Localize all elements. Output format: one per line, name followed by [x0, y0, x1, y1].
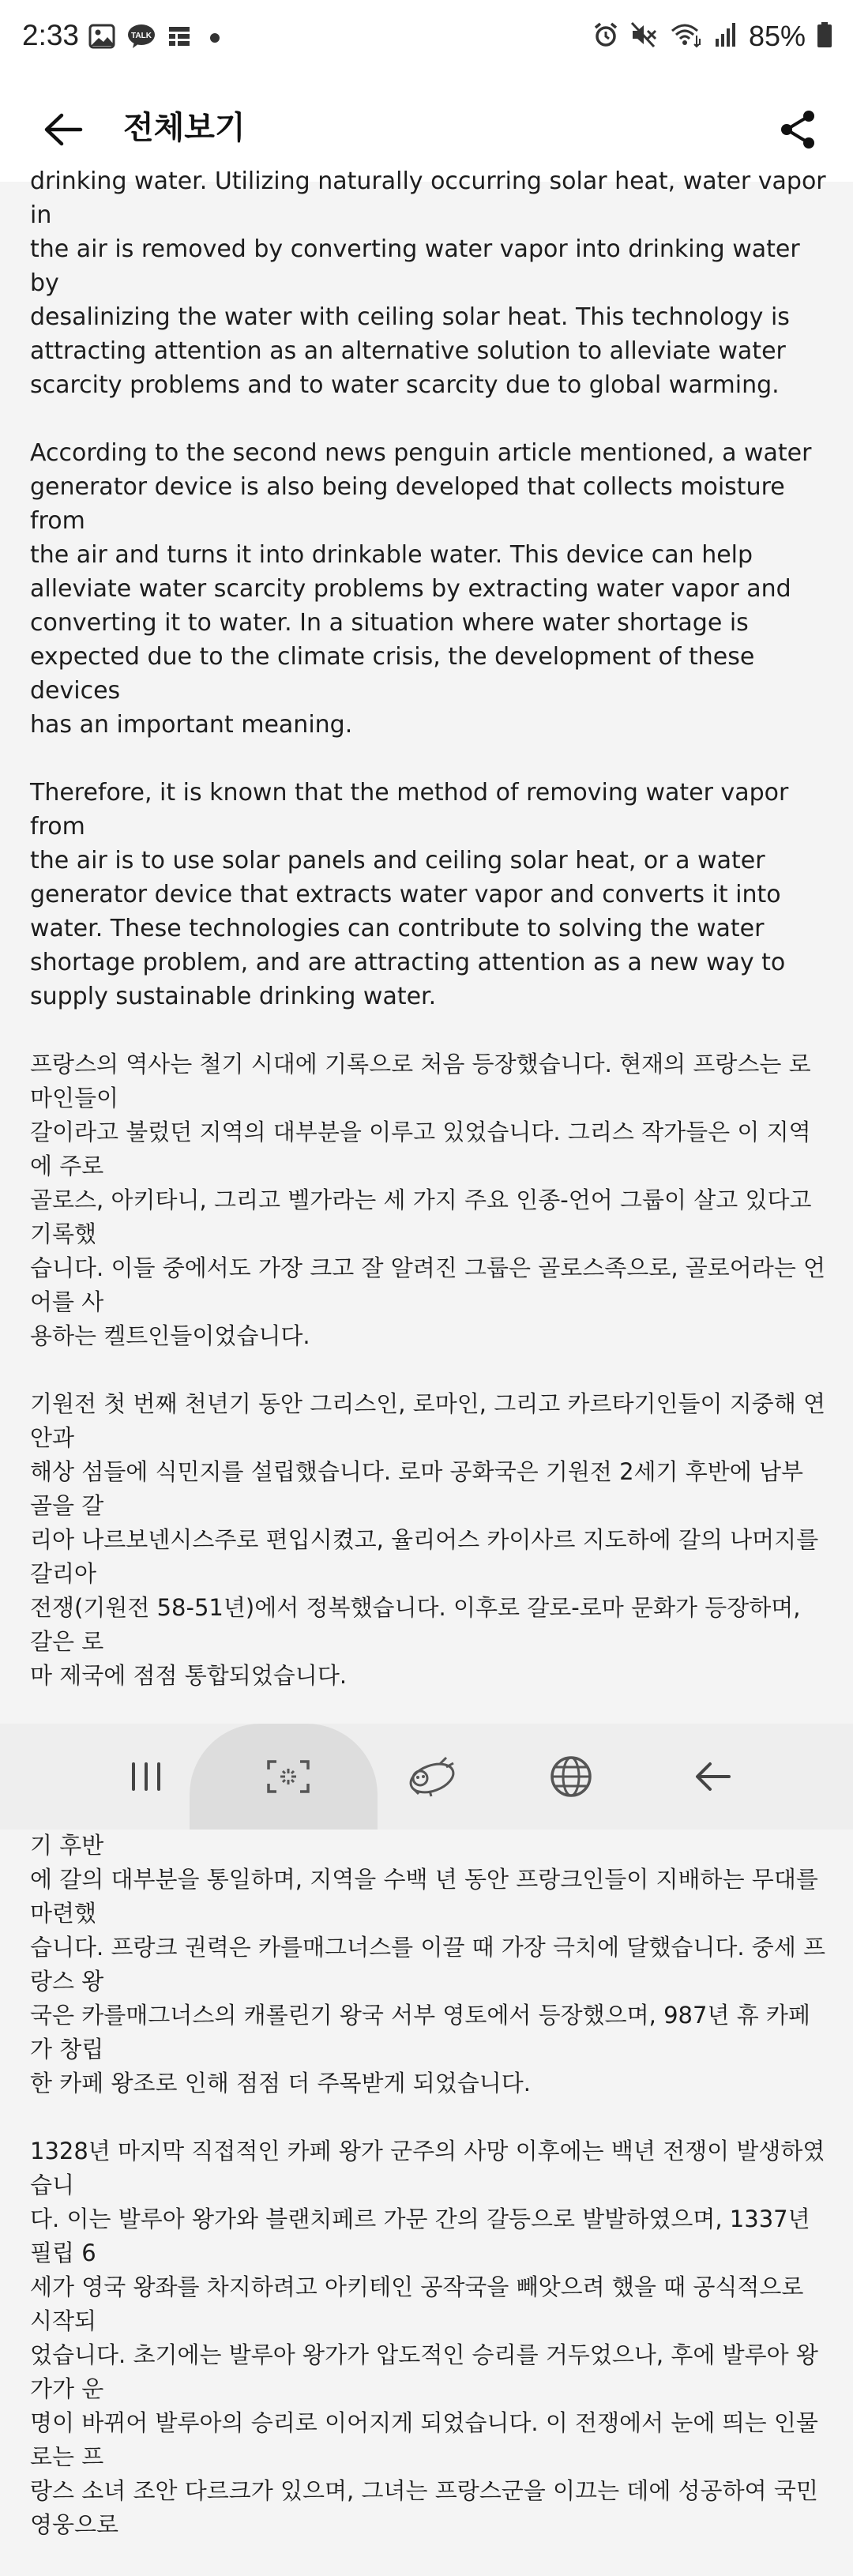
paragraph: According to the second news penguin article mentioned, a water generator device is also being developed that collects moisture from the air and turns it into drinkable water. This device can help alleviate water scarcity problems by extracting water vapor and converting it to water. In a situation where water shortage is expected due to the climate crisis, the development of these devices has an important meaning.: [30, 439, 812, 739]
more-notifications-dot: [210, 33, 220, 43]
back-arrow-icon: [43, 112, 84, 147]
globe-icon: [550, 1755, 592, 1798]
battery-percent: 85%: [748, 20, 806, 52]
paragraph: drinking water. Utilizing naturally occurring solar heat, water vapor in the air is removed by converting water vapor into drinking water by desalinizing the water with ceiling solar heat. This technology is attracting attention as an alternative solution to alleviate water scarcity problems and to water scarcity due to global warming.: [30, 167, 826, 399]
mute-icon: [630, 21, 659, 51]
status-notification-icons: [88, 22, 220, 54]
back-arrow-icon: [694, 1761, 732, 1792]
recent-apps-button[interactable]: [87, 1724, 205, 1830]
text-body: [30, 164, 828, 2576]
mascot-button[interactable]: [373, 1724, 491, 1830]
system-nav-bar: [0, 1724, 853, 1830]
full-view-content[interactable]: [0, 167, 853, 2538]
paragraph: 1328년 마지막 직접적인 카페 왕가 군주의 사망 이후에는 백년 전쟁이 발생하였습니 다. 이는 발루아 왕가와 블랜치페르 가문 간의 갈등으로 발발하였으며, 1337년 필립 6 세가 영국 왕좌를 차지하려고 아키테인 공작국을 빼앗으려 했을 때 공식적으로 시작되 었습니다. 초기에는 발루아 왕가가 압도적인 승리를 거두었으나, 후에 발루아 왕가가 운 명이 바뀌어 발루아의 승리로 이어지게 되었습니다. 이 전쟁에서 눈에 띄는 인물로는 프 랑스 소녀 조안 다르크가 있으며, 그녀는 프랑스군을 이끄는 데에 성공하여 국민 영웅으로: [30, 2138, 825, 2538]
signal-icon: [714, 21, 738, 51]
wifi-icon: [670, 21, 703, 51]
app-grid-icon: [167, 24, 191, 51]
share-button[interactable]: [766, 98, 829, 161]
status-time: 2:33: [22, 19, 80, 51]
paragraph: 기 후반 에 갈의 대부분을 통일하며, 지역을 수백 년 동안 프랑크인들이 지배하는 무대를 마련했 습니다. 프랑크 권력은 카를매그너스를 이끌 때 가장 극치에 달했습니다. 중세 프랑스 왕 국은 카를매그너스의 캐롤린기 왕국 서부 영토에서 등장했으며, 987년 휴 카페가 창립 한 카페 왕조로 인해 점점 더 주목받게 되었습니다.: [30, 1832, 826, 2097]
screen-capture-icon: [266, 1759, 310, 1794]
battery-icon: [817, 21, 832, 51]
recent-apps-icon: [129, 1761, 163, 1792]
screen-capture-button[interactable]: [229, 1724, 348, 1830]
alarm-icon: [592, 21, 619, 51]
svg-text:TALK: TALK: [131, 32, 152, 40]
paragraph: Therefore, it is known that the method of removing water vapor from the air is to use solar panels and ceiling solar heat, or a water generator device that extracts water vapor and converts it into water. These technologies can contribute to solving the water shortage problem, and are attracting attention as a new way to supply sustainable drinking water.: [30, 779, 789, 1010]
gallery-icon: [88, 23, 115, 53]
language-button[interactable]: [512, 1724, 630, 1830]
paragraph: 기원전 첫 번째 천년기 동안 그리스인, 로마인, 그리고 카르타기인들이 지중해 연안과 해상 섬들에 식민지를 설립했습니다. 로마 공화국은 기원전 2세기 후반에 남부 골을 갈 리아 나르보넨시스주로 편입시켰고, 율리어스 카이사르 지도하에 갈의 나머지를 갈리아 전쟁(기원전 58-51년)에서 정복했습니다. 이후로 갈로-로마 문화가 등장하며, 갈은 로 마 제국에 점점 통합되었습니다.: [30, 1390, 826, 1689]
kakaotalk-icon: [126, 23, 156, 53]
status-system-icons: [592, 17, 832, 55]
paragraph: 프랑스의 역사는 철기 시대에 기록으로 처음 등장했습니다. 현재의 프랑스는 로마인들이 갈이라고 불렀던 지역의 대부분을 이루고 있었습니다. 그리스 작가들은 이 지역에 주로 골로스, 아키타니, 그리고 벨가라는 세 가지 주요 인종-언어 그룹이 살고 있다고 기록했 습니다. 이들 중에서도 가장 크고 잘 알려진 그룹은 골로스족으로, 골로어라는 언어를 사 용하는 켈트인들이었습니다.: [30, 1051, 826, 1349]
share-icon: [779, 109, 817, 150]
nav-back-button[interactable]: [654, 1724, 772, 1830]
status-bar: [0, 0, 853, 76]
back-button[interactable]: [32, 98, 95, 161]
page-title: 전체보기: [123, 110, 246, 146]
mascot-icon: [403, 1754, 461, 1799]
